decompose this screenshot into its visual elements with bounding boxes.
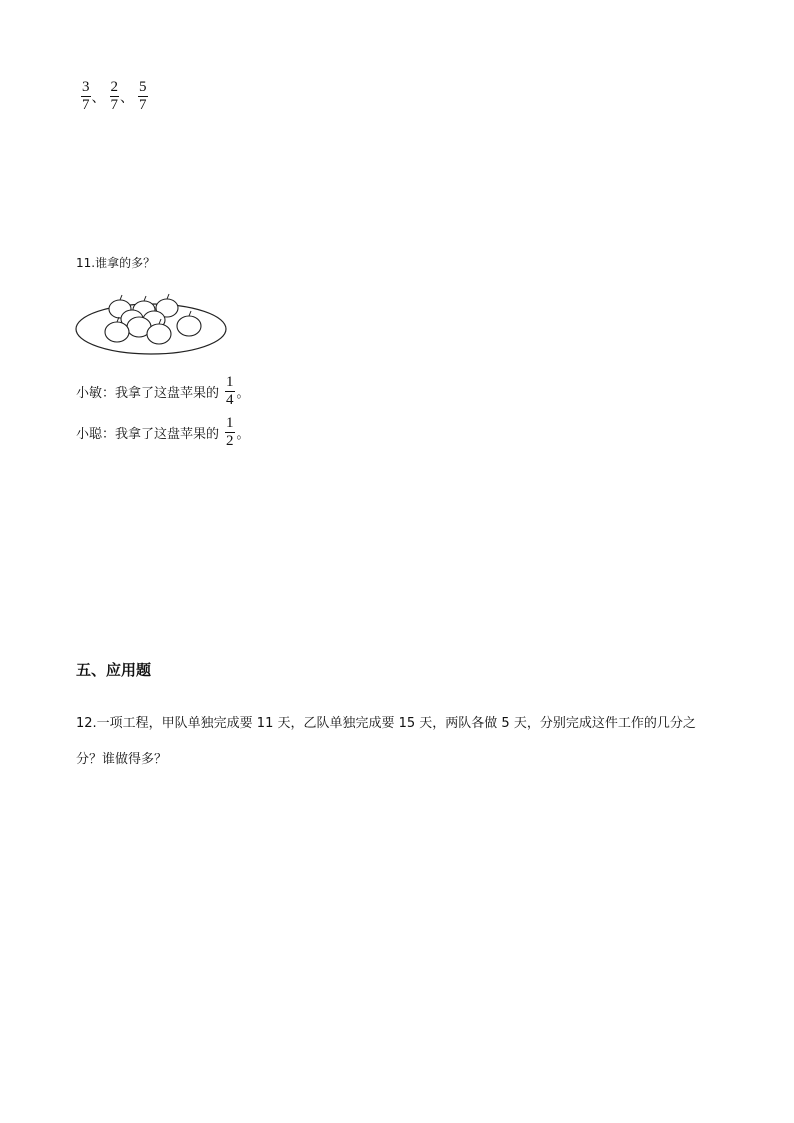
apples <box>105 299 201 344</box>
fraction-2 <box>110 80 120 113</box>
denominator: 7 <box>82 97 90 113</box>
apple <box>147 324 171 344</box>
separator: 、 <box>120 89 134 106</box>
question-12-line-1: 12.一项工程，甲队单独完成要 11 天，乙队单独完成要 15 天，两队各做 5 天，分别完成这件工作的几分之 <box>76 716 696 731</box>
fraction-3 <box>138 80 148 113</box>
numerator: 3 <box>82 79 90 95</box>
fraction-list <box>81 80 148 113</box>
numerator: 1 <box>226 374 234 390</box>
question-11-title: 11.谁拿的多？ <box>76 256 156 270</box>
numerator: 5 <box>139 79 147 95</box>
denominator: 2 <box>226 433 234 449</box>
xiaocong-statement <box>76 416 250 449</box>
apple <box>105 322 129 342</box>
denominator: 7 <box>139 97 147 113</box>
fraction-one-quarter <box>225 375 235 408</box>
statement-text: 小聪：我拿了这盘苹果的 <box>76 427 220 442</box>
period: 。 <box>236 386 250 401</box>
xiaomin-statement <box>76 375 250 408</box>
fraction-one-half <box>225 416 235 449</box>
apple-plate-illustration <box>72 290 232 358</box>
denominator: 4 <box>226 392 234 408</box>
fraction-1 <box>81 80 91 113</box>
numerator: 1 <box>226 415 234 431</box>
numerator: 2 <box>110 79 118 95</box>
statement-text: 小敏：我拿了这盘苹果的 <box>76 386 220 401</box>
question-12 <box>76 706 726 778</box>
section-heading: 五、应用题 <box>76 661 152 679</box>
denominator: 7 <box>110 97 118 113</box>
separator: 、 <box>91 89 106 106</box>
apple <box>177 316 201 336</box>
period: 。 <box>236 427 250 442</box>
question-12-line-2: 分？谁做得多？ <box>76 752 168 767</box>
